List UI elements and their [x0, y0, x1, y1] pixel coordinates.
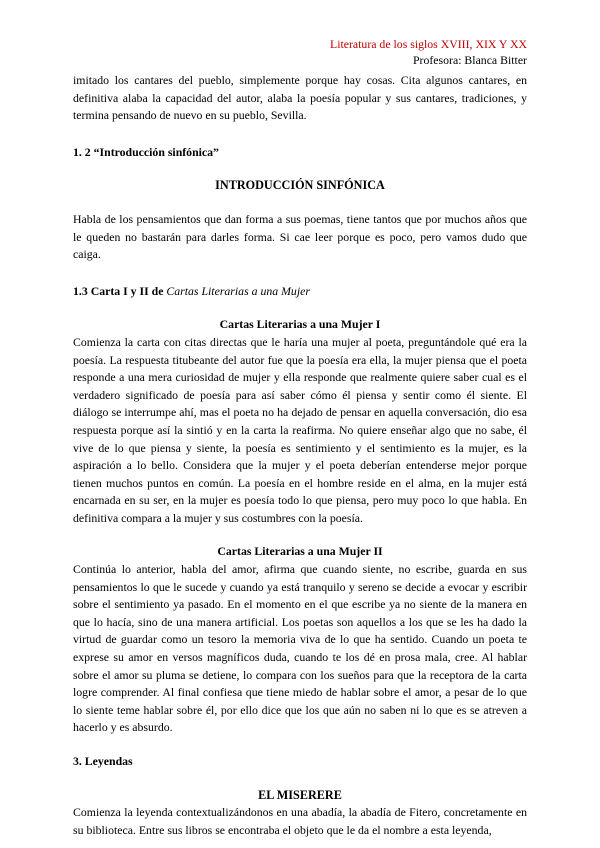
section-1-2-heading: 1. 2 “Introducción sinfónica” — [73, 144, 219, 159]
document-body — [73, 72, 527, 839]
intro-paragraph: imitado los cantares del pueblo, simplemente porque hay cosas. Cita algunos cantares, en definitiva alaba la capacidad del autor, alaba la poesía popular y sus cantares, tradiciones, y termina pensando de nuevo en su pueblo, Sevilla. — [73, 73, 527, 123]
section-1-2-paragraph: Habla de los pensamientos que dan forma a sus poemas, tiene tantos que por muchos años que le queden no bastarán para darles forma. Si cae leer porque es poco, pero vamos dudo que caiga. — [73, 211, 527, 262]
carta-2-title: Cartas Literarias a una Mujer II — [217, 544, 383, 559]
carta-1-title: Cartas Literarias a una Mujer I — [219, 317, 381, 332]
header-professor: Profesora: Blanca Bitter — [412, 53, 527, 67]
section-1-2-title: INTRODUCCIÓN SINFÓNICA — [215, 178, 385, 193]
section-1-3-heading-prefix: 1.3 Carta I y II de — [73, 283, 167, 298]
carta-2-paragraph: Continúa lo anterior, habla del amor, afirma que cuando siente, no escribe, guarda en sus pensamientos lo que le sucede y cuando ya está tranquilo y sereno se decide a evocar y escribir sobre el sentimiento ya pasado. En el momento en el que escribe ya no siente de la manera en que lo hacía, sino de una manera artificial. Los poetas son aquellos a los que se les ha dado la virtud de guardar como un tesoro la memoria viva de lo que ha sentido. Cuando un poeta te exprese su amor en versos magníficos duda, cuando te los dé en prosa mala, cree. Al hablar sobre el amor su pluma se detiene, lo compara con los sueños para que la receptora de la carta logre comprender. Al final confiesa que tiene miedo de hablar sobre el amor, a pesar de lo que lo siente teme hablar sobre él, por ello dice que los que aún no saben ni lo que es se atreven a hacerlo y es absurdo. — [73, 562, 527, 735]
page-header — [330, 36, 527, 68]
carta-1-paragraph: Comienza la carta con citas directas que le haría una mujer al poeta, preguntándole qué era la poesía. La respuesta titubeante del autor fue que la poesía era ella, la mujer piensa que el poeta responde a una mera curiosidad de mujer y ella responde que realmente quiere saber cual es el verdadero significado de poesía para así saber cómo él piensa y sentir como él siente. El diálogo se interrumpe ahí, mas el poeta no ha dejado de pensar en aquella conversación, dio esa respuesta porque así la sintió y en la carta la reafirma. No quiere enseñar algo que no sabe, él vive de lo que piensa y siente, la poesía es sentimiento y el sentimiento es la mujer, es la aspiración a lo bello. Considera que la mujer y el poeta deberían entenderse mejor porque tienen muchos puntos en común. La poesía en el hombre reside en el alma, en la mujer está encarnada en su ser, en la mujer es poesía todo lo que piensa, pero muy poco lo que habla. En definitiva compara a la mujer y sus costumbres con la poesía. — [73, 334, 527, 525]
section-3-title: EL MISERERE — [258, 787, 342, 802]
section-3-paragraph: Comienza la leyenda contextualizándonos en una abadía, la abadía de Fitero, concretamente en su biblioteca. Entre sus libros se encontraba el objeto que le da el nombre a esta leyenda, — [73, 805, 527, 837]
section-1-3-heading — [73, 283, 527, 301]
header-course-title: Literatura de los siglos XVIII, XIX Y XX — [329, 37, 527, 51]
section-3-heading: 3. Leyendas — [73, 754, 133, 768]
section-1-3-heading-italic: Cartas Literarias a una Mujer — [166, 283, 310, 298]
